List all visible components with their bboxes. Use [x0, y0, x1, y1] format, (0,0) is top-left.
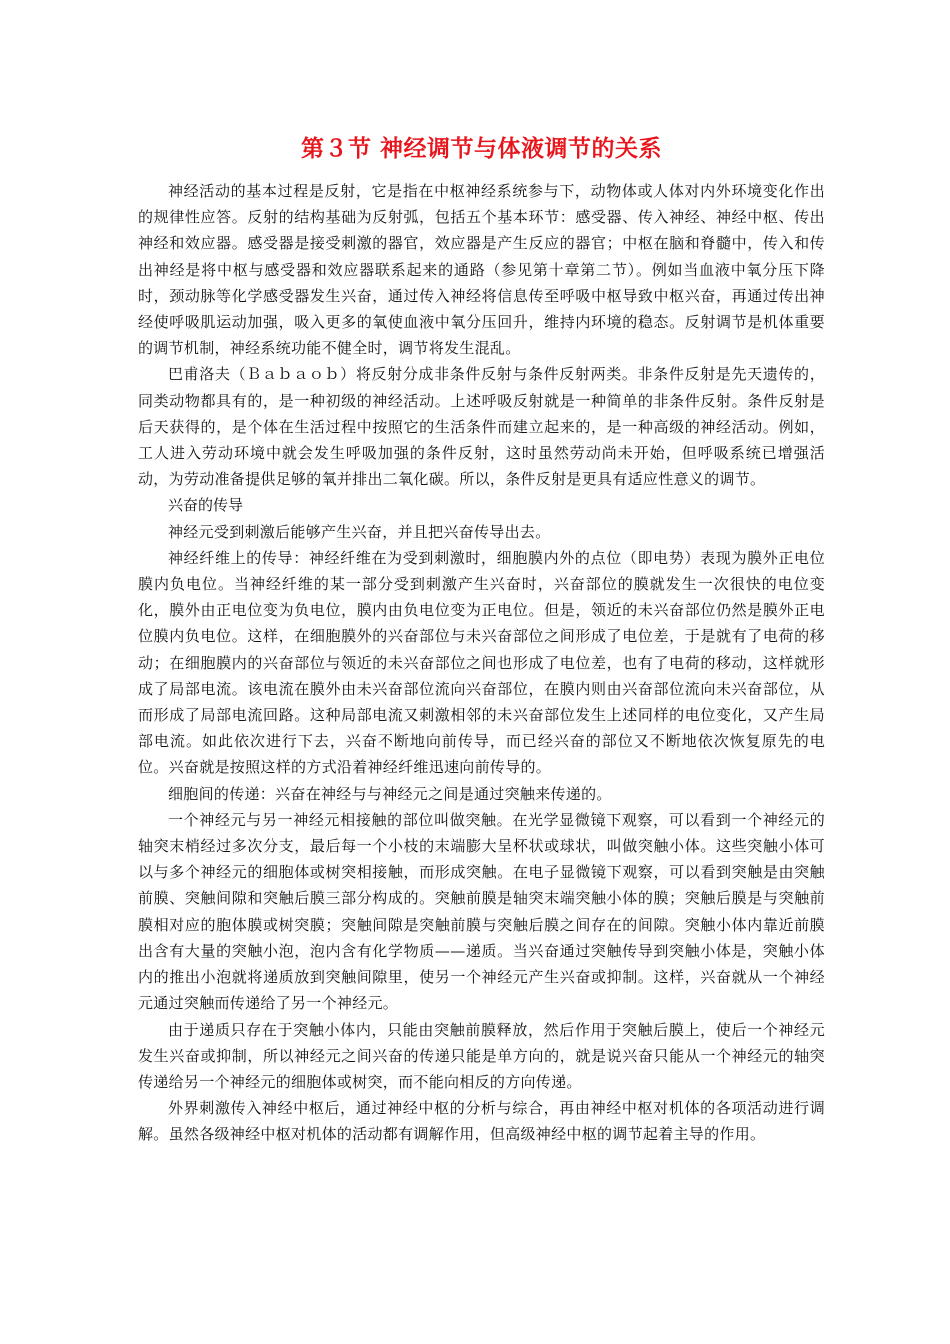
paragraph-central-regulation: 外界刺激传入神经中枢后，通过神经中枢的分析与综合，再由神经中枢对机体的各项活动进行调解。虽然各级神经中枢对机体的活动都有调解作用，但高级神经中枢的调节起着主导的作用。 — [138, 1099, 825, 1144]
paragraph-one-way-transmission: 由于递质只存在于突触小体内，只能由突触前膜释放，然后作用于突触后膜上，使后一个神经元发生兴奋或抑制，所以神经元之间兴奋的传递只能是单方向的，就是说兴奋只能从一个神经元的轴突传递给另一个神经元的细胞体或树突，而不能向相反的方向传递。 — [138, 1020, 825, 1091]
section-heading-excitation-conduction: 兴奋的传导 — [168, 496, 244, 515]
paragraph-reflex-basics: 神经活动的基本过程是反射，它是指在中枢神经系统参与下，动物体或人体对内外环境变化作出的规律性应答。反射的结构基础为反射弧，包括五个基本环节：感受器、传入神经、神经中枢、传出神经和效应器。感受器是接受刺激的器官，效应器是产生反应的器官；中枢在脑和脊髓中，传入和传出神经是将中枢与感受器和效应器联系起来的通路（参见第十章第二节）。例如当血液中氧分压下降时，颈动脉等化学感受器发生兴奋，通过传入神经将信息传至呼吸中枢导致中枢兴奋，再通过传出神经使呼吸肌运动加强，吸入更多的氧使血液中氧分压回升，维持内环境的稳态。反射调节是机体重要的调节机制，神经系统功能不健全时，调节将发生混乱。 — [138, 182, 825, 358]
paragraph-synapse-structure: 一个神经元与另一神经元相接触的部位叫做突触。在光学显微镜下观察，可以看到一个神经元的轴突末梢经过多次分支，最后每一个小枝的末端膨大呈杯状或球状，叫做突触小体。这些突触小体可以与多个神经元的细胞体或树突相接触，而形成突触。在电子显微镜下观察，可以看到突触是由突触前膜、突触间隙和突触后膜三部分构成的。突触前膜是轴突末端突触小体的膜；突触后膜是与突触前膜相对应的胞体膜或树突膜；突触间隙是突触前膜与突触后膜之间存在的间隙。突触小体内靠近前膜出含有大量的突触小泡，泡内含有化学物质——递质。当兴奋通过突触传导到突触小体是，突触小体内的推出小泡就将递质放到突触间隙里，使另一个神经元产生兴奋或抑制。这样，兴奋就从一个神经元通过突触而传递给了另一个神经元。 — [138, 810, 825, 1013]
page-title: 第３节 神经调节与体液调节的关系 — [300, 135, 662, 162]
paragraph-fiber-conduction: 神经纤维上的传导：神经纤维在为受到刺激时，细胞膜内外的点位（即电势）表现为膜外正电位膜内负电位。当神经纤维的某一部分受到刺激产生兴奋时，兴奋部位的膜就发生一次很快的电位变化，膜外由正电位变为负电位，膜内由负电位变为正电位。但是，领近的未兴奋部位仍然是膜外正电位膜内负电位。这样，在细胞膜外的兴奋部位与未兴奋部位之间形成了电位差，于是就有了电荷的移动；在细胞膜内的兴奋部位与领近的未兴奋部位之间也形成了电位差，也有了电荷的移动，这样就形成了局部电流。该电流在膜外由未兴奋部位流向兴奋部位，在膜内则由兴奋部位流向未兴奋部位，从而形成了局部电流回路。这种局部电流又刺激相邻的未兴奋部位发生上述同样的电位变化，又产生局部电流。如此依次进行下去，兴奋不断地向前传导，而已经兴奋的部位又不断地依次恢复原先的电位。兴奋就是按照这样的方式沿着神经纤维迅速向前传导的。 — [138, 548, 825, 777]
paragraph-conditioned-reflex: 巴甫洛夫（Ｂａｂａｏｂ）将反射分成非条件反射与条件反射两类。非条件反射是先天遗传的，同类动物都具有的，是一种初级的神经活动。上述呼吸反射就是一种简单的非条件反射。条件反射是后天获得的，是个体在生活过程中按照它的生活条件而建立起来的，是一种高级的神经活动。例如，工人进入劳动环境中就会发生呼吸加强的条件反射，这时虽然劳动尚未开始，但呼吸系统已增强活动，为劳动准备提供足够的氧并排出二氧化碳。所以，条件反射是更具有适应性意义的调节。 — [138, 365, 825, 489]
paragraph-neuron-excitation: 神经元受到刺激后能够产生兴奋，并且把兴奋传导出去。 — [168, 522, 551, 541]
paragraph-intercellular-transmission: 细胞间的传递：兴奋在神经与与神经元之间是通过突触来传递的。 — [168, 784, 612, 803]
document-page — [138, 132, 825, 1148]
